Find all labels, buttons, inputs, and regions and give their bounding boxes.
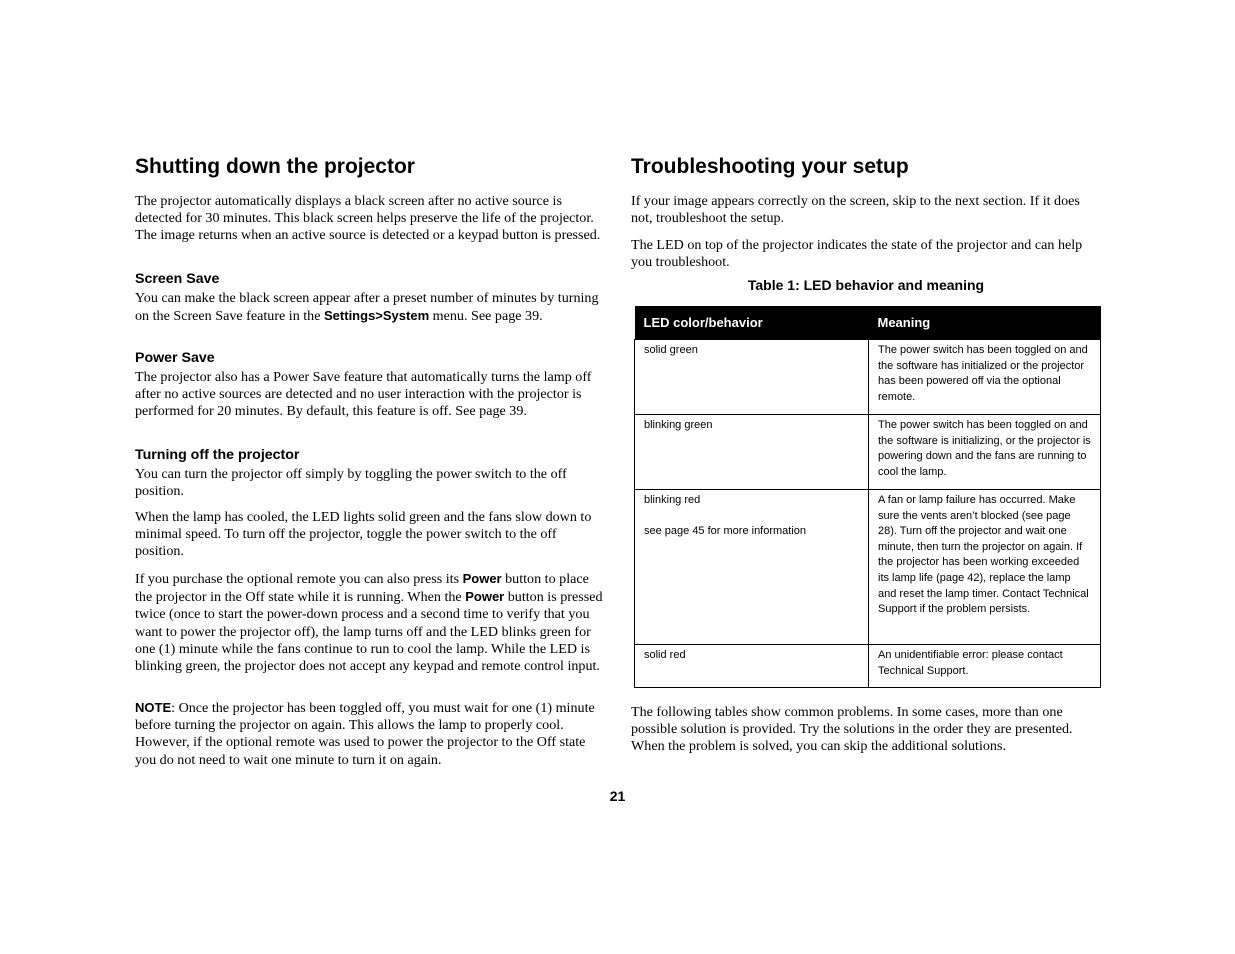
troubleshooting-paragraph-1: If your image appears correctly on the screen, skip to the next section. If it does not, troubleshoot the setup.: [631, 193, 1080, 227]
table-row: [635, 490, 1101, 645]
led-behavior-cell: solid green: [635, 340, 869, 415]
meaning-cell: An unidentifiable error: please contact Technical Support.: [869, 645, 1101, 688]
turning-off-paragraph-3: If you purchase the optional remote you can also press its Power button to place the projector in the Off state while it is running. When the Power button is pressed twice (once to start the power-down process and a second time to verify that you want to power the projector off), the lamp turns off and the LED blinks green for one (1) minute while the fans continue to run to cool the lamp. While the LED is blinking green, the projector does not accept any keypad and remote control input.: [135, 571, 603, 675]
meaning-cell: A fan or lamp failure has occurred. Make sure the vents aren’t blocked (see page 28). Turn off the projector and wait one minute, then turn the projector on again. If the projector has been working exceeded its lamp life (page 42), replace the lamp and reset the lamp timer. Contact Technical Support if the problem persists.: [869, 490, 1101, 645]
note-paragraph: NOTE: Once the projector has been toggled off, you must wait for one (1) minute before turning the projector on again. This allows the lamp to properly cool. However, if the optional remote was used to power the projector to the Off state you do not need to wait one minute to turn it on again.: [135, 700, 595, 768]
subheading-screen-save: Screen Save: [135, 271, 220, 287]
table-caption: Table 1: LED behavior and meaning: [747, 277, 985, 293]
meaning-cell: The power switch has been toggled on and the software has initialized or the projector has been powered off via the optional remote.: [869, 340, 1101, 415]
meaning-cell: The power switch has been toggled on and the software is initializing, or the projector is powering down and the fans are running to cool the lamp.: [869, 415, 1101, 490]
troubleshooting-paragraph-2: The LED on top of the projector indicates the state of the projector and can help you troubleshoot.: [631, 237, 1083, 271]
led-behavior-cell: blinking red see page 45 for more information: [635, 490, 869, 645]
subheading-power-save: Power Save: [135, 350, 215, 366]
table-row: [635, 415, 1101, 490]
column-header-meaning: Meaning: [869, 306, 1101, 340]
led-behavior-cell: solid red: [635, 645, 869, 688]
led-behavior-cell: blinking green: [635, 415, 869, 490]
turning-off-paragraph-1: You can turn the projector off simply by toggling the power switch to the off position.: [135, 466, 567, 500]
led-behavior-table: [634, 306, 1101, 688]
menu-path-settings-system: Settings>System: [324, 308, 430, 324]
note-label: NOTE: [135, 700, 172, 715]
section-title-shutting-down: Shutting down the projector: [135, 155, 415, 178]
section-title-troubleshooting: Troubleshooting your setup: [631, 155, 909, 178]
table-header-row: [635, 306, 1101, 340]
turning-off-paragraph-2: When the lamp has cooled, the LED lights solid green and the fans slow down to minimal speed. To turn off the projector, toggle the power switch to the off position.: [135, 509, 592, 560]
table-row: [635, 340, 1101, 415]
intro-paragraph: The projector automatically displays a black screen after no active source is detected for 30 minutes. This black screen helps preserve the life of the projector. The image returns when an active source is detected or a keypad button is pressed.: [135, 193, 601, 244]
troubleshooting-paragraph-3: The following tables show common problems. In some cases, more than one possible solution is provided. Try the solutions in the order they are presented. When the problem is solved, you can skip the additional solutions.: [631, 704, 1073, 755]
screen-save-paragraph: You can make the black screen appear after a preset number of minutes by turning on the Screen Save feature in the Settings>System menu. See page 39.: [135, 290, 599, 325]
led-behavior-note: see page 45 for more information: [644, 524, 807, 537]
power-save-paragraph: The projector also has a Power Save feature that automatically turns the lamp off after no active sources are detected and no user interaction with the projector is performed for 20 minutes. By default, this feature is off. See page 39.: [135, 369, 592, 420]
table-row: [635, 645, 1101, 688]
column-header-led: LED color/behavior: [635, 306, 869, 340]
page-number: 21: [609, 788, 626, 804]
subheading-turning-off: Turning off the projector: [135, 447, 300, 463]
